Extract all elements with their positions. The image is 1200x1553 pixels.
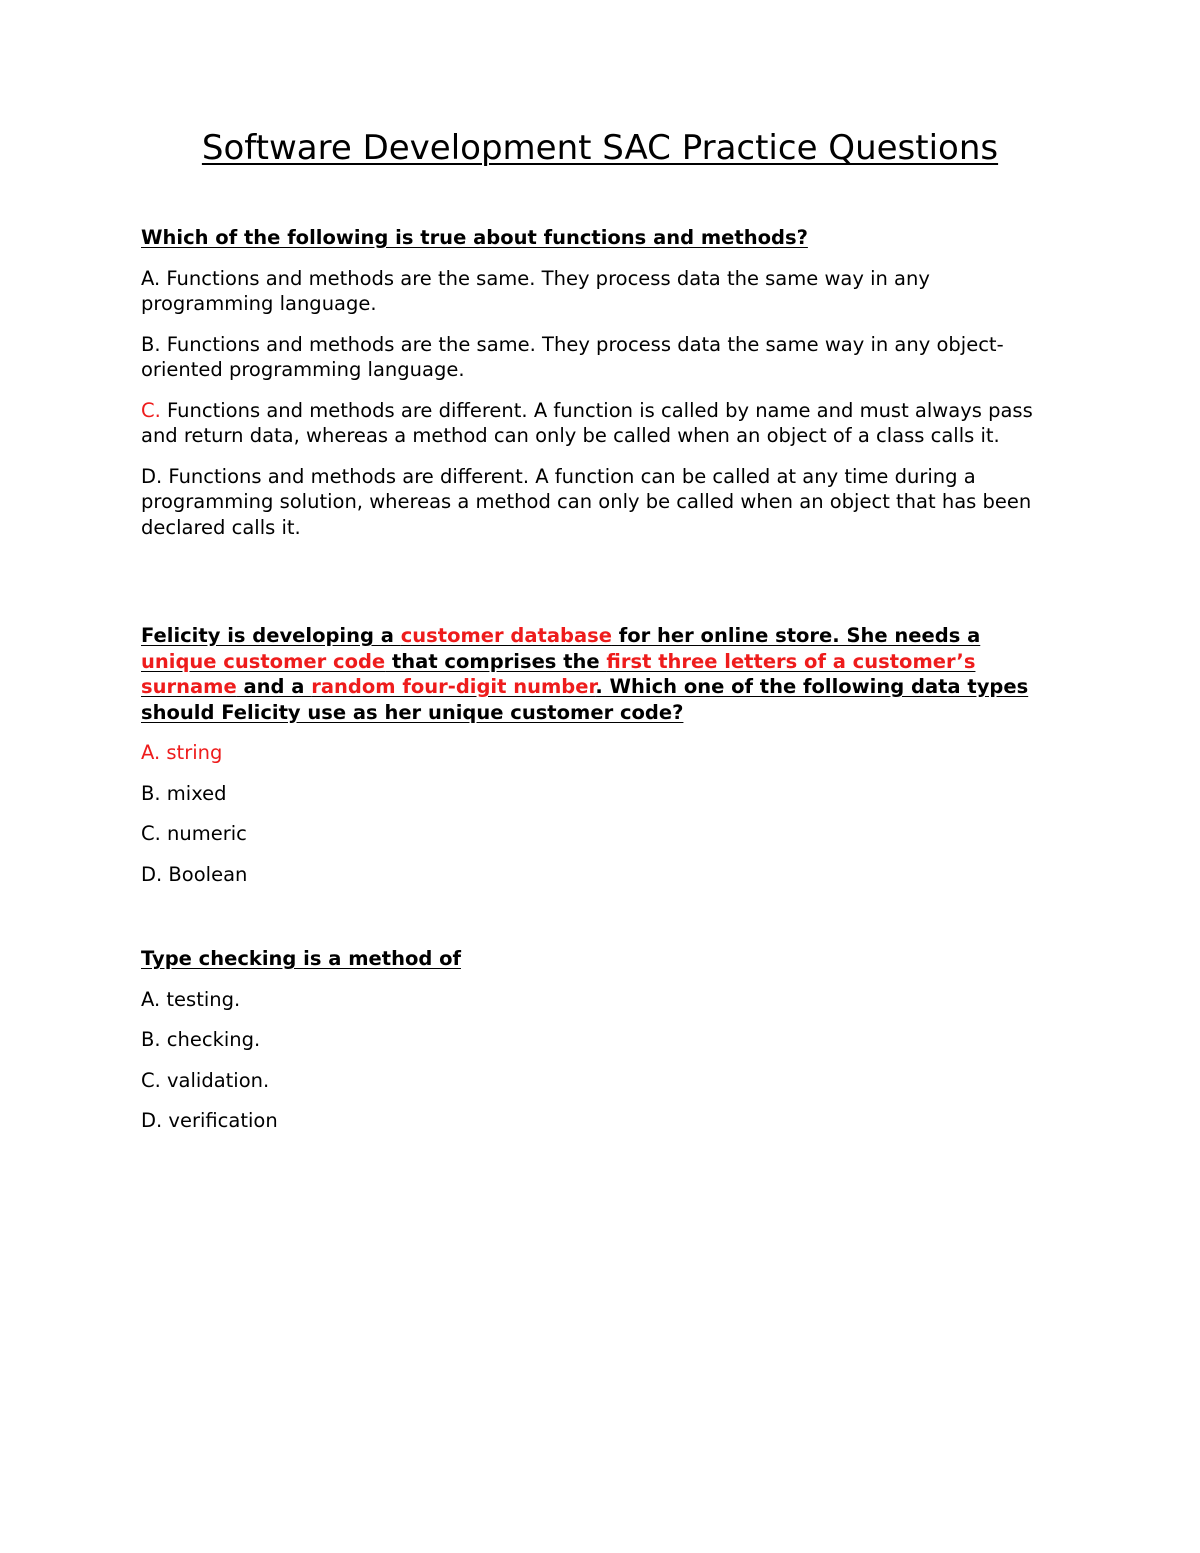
question-2-highlight: unique customer code — [141, 649, 386, 673]
question-2-option-d: D. Boolean — [141, 862, 248, 886]
page-title: Software Development SAC Practice Questions — [201, 128, 999, 168]
question-2-part: . Which one of the following data types should Felicity use as her unique customer code? — [141, 675, 1029, 724]
option-letter: A. — [141, 266, 161, 290]
question-2-part: Felicity is developing a — [141, 624, 401, 647]
question-2-text — [141, 623, 1061, 725]
question-3 — [141, 946, 1061, 1149]
question-2-highlight: first three letters of a customer’s surname — [141, 649, 976, 698]
question-3-option-b: B. checking. — [141, 1028, 261, 1051]
question-2-option-b: B. mixed — [141, 781, 227, 805]
question-1 — [141, 225, 1061, 555]
question-2 — [141, 623, 1061, 902]
option-letter: D. — [141, 464, 163, 488]
question-3-option-d: D. verification — [141, 1109, 278, 1132]
question-3-option-c: C. validation. — [141, 1068, 270, 1092]
question-2-highlight: customer database — [400, 624, 612, 647]
option-text: Functions and methods are the same. They process data the same way in any programming language. — [141, 266, 930, 315]
question-1-text: Which of the following is true about functions and methods? — [141, 226, 808, 249]
question-2-part: that comprises the — [385, 649, 607, 673]
question-1-option-a — [141, 266, 1061, 317]
option-text: Functions and methods are different. A function can be called at any time during a programming solution, whereas a method can only be called when an object that has been declared calls it. — [141, 464, 1032, 539]
question-1-option-b — [141, 332, 1061, 383]
question-2-option-c: C. numeric — [141, 822, 247, 845]
option-text: Functions and methods are the same. They process data the same way in any object-oriented programming language. — [141, 332, 1004, 381]
option-letter-answer: C. — [141, 398, 161, 422]
question-3-option-a: A. testing. — [141, 987, 241, 1011]
question-2-part: for her online store. She needs a — [611, 624, 981, 647]
question-1-option-c — [141, 398, 1061, 449]
option-text: Functions and methods are different. A function is called by name and must always pass and return data, whereas a method can only be called when an object of a class calls it. — [141, 398, 1033, 447]
question-1-option-d — [141, 464, 1061, 541]
question-2-part: and a — [236, 675, 312, 698]
question-3-text: Type checking is a method of — [141, 947, 461, 970]
question-2-highlight: random four-digit number — [311, 675, 596, 698]
question-2-option-a-answer: A. string — [141, 741, 223, 764]
option-letter: B. — [141, 332, 161, 356]
